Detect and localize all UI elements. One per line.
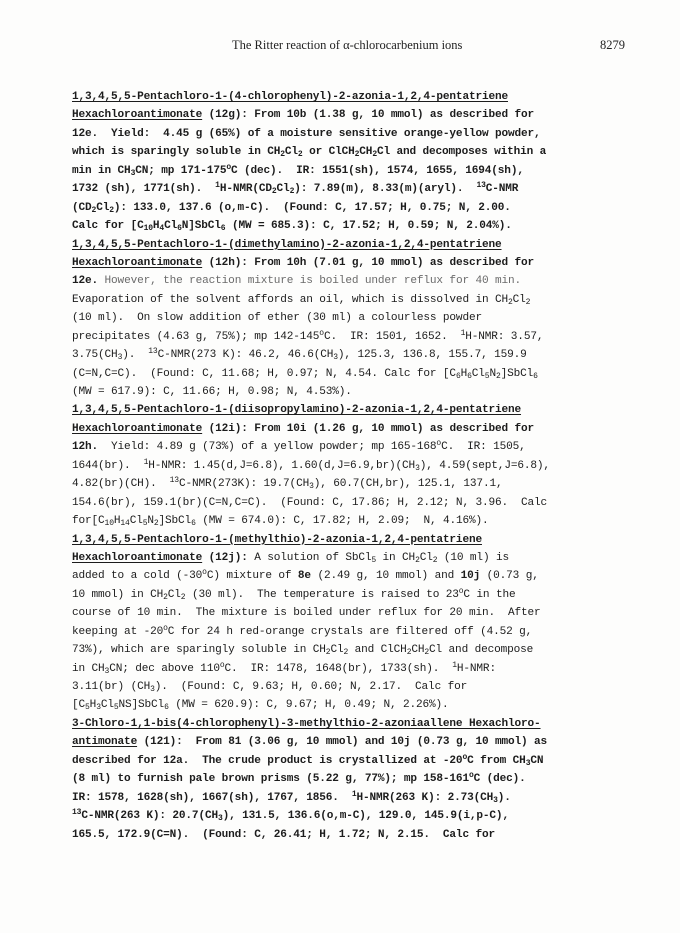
text-line: course of 10 min. The mixture is boiled under reflux for 20 min. After — [72, 607, 541, 620]
text-line: min in $CH_3CN$; mp 171-175$^o$C (dec). IR: 1551(sh), 1574, 1655, 1694(sh), — [72, 162, 524, 178]
text-line: (8 ml) to furnish pale brown prisms (5.22 g, 77%); mp 158-161$^o$C (dec). — [72, 771, 526, 786]
text-line: $[C_5H_3Cl_5NS]SbCl_6$ (MW = 620.9): C, 9.67; H, 0.49; N, 2.26%). — [72, 699, 449, 713]
text-line: 1,3,4,5,5-Pentachloro-1-(methylthio)-2-azonia-1,2,4-pentatriene — [72, 533, 482, 546]
text-line: $^{13}$C-NMR(263 K): $20.7(CH_3)$, 131.5, 136.6(o,m-C), 129.0, 145.9(i,p-C), — [72, 808, 509, 824]
text-line: 12e. Yield: 4.45 g (65%) of a moisture sensitive orange-yellow powder, — [72, 127, 541, 140]
text-line: (MW = 617.9): C, 11.66; H, 0.98; N, 4.53%). — [72, 386, 352, 398]
text-line: 73%), which are sparingly soluble in $CH_2Cl_2$ and $ClCH_2CH_2Cl$ and decompose — [72, 644, 534, 658]
text-line: 12h. Yield: 4.89 g (73%) of a yellow powder; mp 165-168$^o$C. IR: 1505, — [72, 439, 526, 454]
text-line: 154.6(br), 159.1(br)(C=N,C=C). (Found: C, 17.86; H, 2.12; N, 3.96. Calc — [72, 496, 548, 509]
text-line: Evaporation of the solvent affords an oil, which is dissolved in $CH_2Cl_2$ — [72, 293, 531, 307]
text-line: (C=N,C=C). (Found: C, 11.68; H, 0.97; N, 4.54. Calc for $[C_6H_6Cl_5N_2]SbCl_6$ — [72, 367, 538, 381]
running-title: The Ritter reaction of α-chlorocarbenium ions — [232, 38, 463, 52]
text-line: 1732 (sh), 1771(sh). $^1H-NMR(CD_2Cl_2)$: 7.89(m), 8.33(m)(aryl). $^{13}$C-NMR — [72, 181, 519, 197]
text-line: added to a cold (-30$^o$C) mixture of 8e (2.49 g, 10 mmol) and 10j (0.73 g, — [72, 568, 539, 583]
text-line: 12e. However, the reaction mixture is boiled under reflux for 40 min. — [72, 275, 522, 288]
text-line: (10 ml). On slow addition of ether (30 ml) a colourless powder — [72, 312, 482, 325]
text-line: 1,3,4,5,5-Pentachloro-1-(4-chlorophenyl)-2-azonia-1,2,4-pentatriene — [72, 91, 508, 103]
text-line: described for 12a. The crude product is crystallized at -20$^o$C from $CH_3CN$ — [72, 752, 544, 768]
text-line: 165.5, 172.9(C=N). (Found: C, 26.41; H, 1.72; N, 2.15. Calc for — [72, 828, 495, 841]
text-line: $(CD_2Cl_2)$: 133.0, 137.6 (o,m-C). (Found: C, 17.57; H, 0.75; N, 2.00. — [72, 201, 511, 215]
experimental-section — [72, 88, 612, 844]
text-line: precipitates (4.63 g, 75%); mp 142-145$^o$C. IR: 1501, 1652. $^1$H-NMR: 3.57, — [72, 328, 544, 343]
text-line: in $CH_3CN$; dec above 110$^o$C. IR: 1478, 1648(br), 1733(sh). $^1$H-NMR: — [72, 660, 496, 676]
text-line: 1,3,4,5,5-Pentachloro-1-(diisopropylamino)-2-azonia-1,2,4-pentatriene — [72, 404, 522, 417]
text-line: IR: 1578, 1628(sh), 1667(sh), 1767, 1856. $^1$H-NMR(263 K): $2.73(CH_3)$. — [72, 789, 511, 805]
text-line: keeping at -20$^o$C for 24 h red-orange crystals are filtered off (4.52 g, — [72, 623, 533, 638]
text-line: Hexachloroantimonate (12g): From 10b (1.38 g, 10 mmol) as described for — [72, 109, 535, 122]
page-number: 8279 — [600, 38, 625, 52]
text-line: 3-Chloro-1,1-bis(4-chlorophenyl)-3-methylthio-2-azoniaallene Hexachloro- — [72, 717, 541, 730]
text-line: 1,3,4,5,5-Pentachloro-1-(dimethylamino)-2-azonia-1,2,4-pentatriene — [72, 238, 502, 251]
text-line: 3.11(br) $(CH_3)$. (Found: C, 9.63; H, 0.60; N, 2.17. Calc for — [72, 681, 468, 694]
text-line: 1644(br). $^1$H-NMR: 1.45(d,J=6.8), $1.60(d,J=6.9,br)(CH_3)$, 4.59(sept,J=6.8), — [72, 457, 550, 473]
text-line: Hexachloroantimonate (12h): From 10h (7.01 g, 10 mmol) as described for — [72, 256, 535, 269]
text-line: Hexachloroantimonate (12i): From 10i (1.26 g, 10 mmol) as described for — [72, 422, 535, 435]
text-line: antimonate (121): From 81 (3.06 g, 10 mmol) and 10j (0.73 g, 10 mmol) as — [72, 736, 548, 749]
text-line: Hexachloroantimonate (12j): A solution of SbCl$_5$ in $CH_2Cl_2$ (10 ml) is — [72, 551, 509, 565]
text-line: Calc for $[C_{10}H_4Cl_6N]SbCl_6$ (MW = 685.3): C, 17.52; H, 0.59; N, 2.04%). — [72, 220, 512, 234]
text-line: $3.75(CH_3)$. $^{13}$C-NMR(273 K): 46.2, $46.6(CH_3)$, 125.3, 136.8, 155.7, 159.9 — [72, 347, 527, 363]
text-line: $for[C_{10}H_{14}Cl_5N_2]SbCl_6$ (MW = 674.0): C, 17.82; H, 2.09; N, 4.16%). — [72, 515, 489, 529]
text-line: which is sparingly soluble in $CH_2Cl_2$ or $ClCH_2CH_2Cl$ and decomposes within a — [72, 146, 547, 160]
text-line: 4.82(br)(CH). $^{13}$C-NMR(273K): $19.7(CH_3)$, 60.7(CH,br), 125.1, 137.1, — [72, 476, 503, 492]
text-line: 10 mmol) in $CH_2Cl_2$ (30 ml). The temperature is raised to 23$^o$C in the — [72, 586, 516, 602]
